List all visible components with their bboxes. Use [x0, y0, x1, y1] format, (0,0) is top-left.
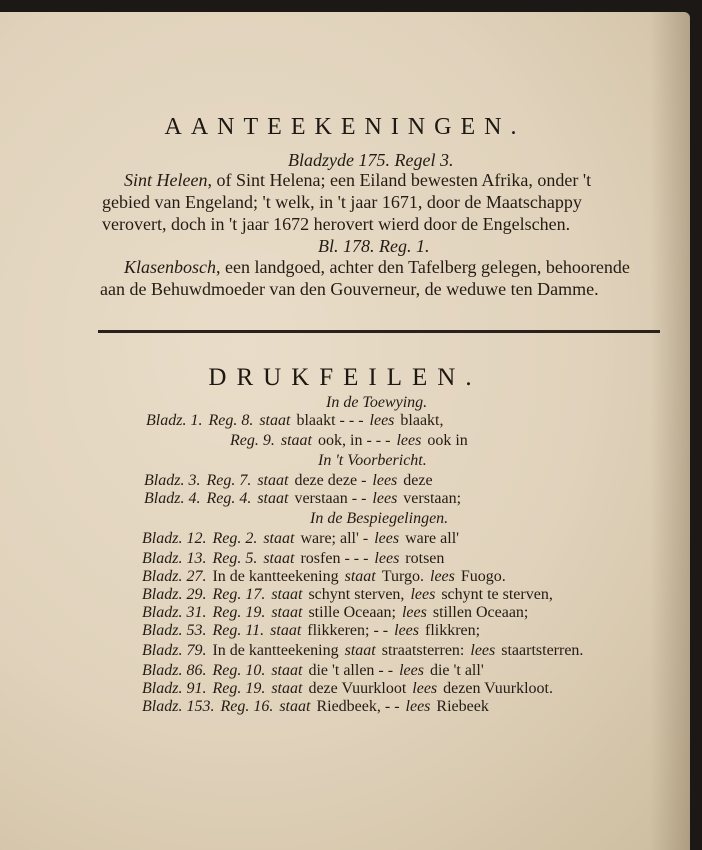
errata-line-ref: Reg. 7.	[206, 472, 252, 489]
errata-lees-word: lees	[405, 698, 431, 715]
errata-page-ref: Bladz. 13.	[142, 550, 207, 567]
errata-staat-word: staat	[279, 698, 311, 715]
errata-wrong-text: schynt sterven,	[308, 586, 405, 603]
errata-row	[144, 490, 467, 508]
note-1-line-2: gebied van Engeland; 't welk, in 't jaar 1671, door de Maatschappy	[102, 192, 582, 212]
errata-correct-text: ook in	[427, 432, 468, 449]
errata-row	[142, 662, 490, 680]
errata-staat-word: staat	[263, 530, 295, 547]
errata-wrong-text: ware; all' -	[300, 530, 369, 547]
errata-line-ref: In de kantteekening	[212, 642, 339, 659]
errata-lees-word: lees	[401, 604, 427, 621]
errata-wrong-text: deze deze -	[294, 472, 367, 489]
errata-page-ref: Bladz. 53.	[142, 622, 207, 639]
note-1-line-3: verovert, doch in 't jaar 1672 herovert wierd door de Engelschen.	[102, 214, 571, 234]
errata-correct-text: schynt te sterven,	[441, 586, 553, 603]
errata-lees-word: lees	[372, 472, 398, 489]
errata-correct-text: rotsen	[405, 550, 445, 567]
errata-line-ref: In de kantteekening	[212, 568, 339, 585]
errata-wrong-text: die 't allen - -	[308, 662, 394, 679]
errata-staat-word: staat	[257, 490, 289, 507]
errata-line-ref: Reg. 8.	[208, 412, 254, 429]
errata-page-ref: Bladz. 31.	[142, 604, 207, 621]
errata-row	[146, 432, 474, 450]
errata-staat-word: staat	[271, 662, 303, 679]
errata-row	[142, 642, 589, 660]
errata-page-ref: Bladz. 3.	[144, 472, 201, 489]
errata-section-voorbericht: In 't Voorbericht.	[318, 452, 427, 469]
errata-staat-word: staat	[344, 568, 376, 585]
errata-wrong-text: Riedbeek, - -	[316, 698, 400, 715]
errata-row	[142, 622, 486, 640]
errata-wrong-text: rosfen - - -	[300, 550, 369, 567]
errata-correct-text: flikkren;	[425, 622, 481, 639]
note-2-term: Klasenbosch	[124, 257, 216, 277]
errata-lees-word: lees	[410, 586, 436, 603]
errata-row	[142, 568, 512, 586]
errata-lees-word: lees	[430, 568, 455, 585]
errata-staat-word: staat	[263, 550, 295, 567]
errata-lees-word: lees	[374, 530, 400, 547]
note-2-line-1	[124, 257, 630, 278]
note-2-line-1-text: , een landgoed, achter den Tafelberg gelegen, behoorende	[216, 257, 630, 277]
errata-wrong-text: stille Oceaan;	[308, 604, 396, 621]
errata-lees-word: lees	[374, 550, 400, 567]
errata-wrong-text: deze Vuurkloot	[308, 680, 407, 697]
section-divider-rule	[98, 330, 660, 333]
errata-row	[142, 530, 465, 548]
errata-lees-word: lees	[372, 490, 398, 507]
errata-correct-text: staartsterren.	[501, 642, 584, 659]
errata-row	[142, 680, 559, 698]
notes-heading: AANTEEKENINGEN.	[164, 114, 526, 140]
errata-row	[142, 604, 534, 622]
errata-line-ref: Reg. 2.	[212, 530, 258, 547]
errata-wrong-text: flikkeren; - -	[307, 622, 389, 639]
errata-line-ref: Reg. 10.	[212, 662, 266, 679]
note-reference-2: Bl. 178. Reg. 1.	[318, 236, 430, 256]
errata-correct-text: stillen Oceaan;	[432, 604, 529, 621]
errata-line-ref: Reg. 4.	[206, 490, 252, 507]
errata-page-ref: Bladz. 91.	[142, 680, 207, 697]
errata-page-ref: Bladz. 1.	[146, 412, 203, 429]
errata-wrong-text: verstaan - -	[294, 490, 367, 507]
errata-row	[144, 472, 439, 490]
note-1-line-1	[124, 170, 591, 191]
errata-line-ref: Reg. 19.	[212, 604, 266, 621]
errata-line-ref: Reg. 11.	[212, 622, 265, 639]
errata-line-ref: Reg. 9.	[230, 432, 275, 449]
errata-wrong-text: Turgo.	[381, 568, 424, 585]
errata-lees-word: lees	[399, 662, 424, 679]
errata-correct-text: deze	[403, 472, 433, 489]
note-1-line-1-text: , of Sint Helena; een Eiland bewesten Afrika, onder 't	[207, 170, 592, 190]
errata-row	[142, 698, 495, 716]
errata-row	[142, 550, 450, 568]
errata-staat-word: staat	[344, 642, 376, 659]
errata-lees-word: lees	[412, 680, 438, 697]
errata-staat-word: staat	[270, 622, 302, 639]
errata-lees-word: lees	[470, 642, 496, 659]
errata-line-ref: Reg. 19.	[212, 680, 266, 697]
errata-staat-word: staat	[259, 412, 291, 429]
errata-staat-word: staat	[280, 432, 312, 449]
errata-correct-text: blaakt,	[400, 412, 444, 429]
note-2-line-2: aan de Behuwdmoeder van den Gouverneur, de weduwe ten Damme.	[100, 279, 599, 299]
errata-heading: DRUKFEILEN.	[208, 364, 482, 391]
book-page	[0, 12, 690, 850]
errata-correct-text: Fuogo.	[460, 568, 506, 585]
errata-staat-word: staat	[257, 472, 289, 489]
errata-line-ref: Reg. 17.	[212, 586, 266, 603]
errata-correct-text: die 't all'	[429, 662, 484, 679]
errata-correct-text: Riebeek	[436, 698, 489, 715]
errata-line-ref: Reg. 5.	[212, 550, 258, 567]
errata-staat-word: staat	[271, 680, 303, 697]
errata-wrong-text: blaakt - - -	[296, 412, 364, 429]
errata-correct-text: verstaan;	[403, 490, 462, 507]
errata-correct-text: ware all'	[405, 530, 460, 547]
errata-section-toewyding: In de Toewying.	[326, 394, 428, 411]
errata-page-ref: Bladz. 12.	[142, 530, 207, 547]
errata-row	[146, 412, 450, 430]
errata-lees-word: lees	[396, 432, 422, 449]
errata-page-ref: Bladz. 79.	[142, 642, 207, 659]
errata-staat-word: staat	[271, 604, 303, 621]
errata-row	[142, 586, 559, 604]
errata-page-ref: Bladz. 4.	[144, 490, 201, 507]
errata-line-ref: Reg. 16.	[220, 698, 274, 715]
errata-lees-word: lees	[394, 622, 419, 639]
note-reference-1: Bladzyde 175. Regel 3.	[288, 150, 454, 170]
errata-lees-word: lees	[369, 412, 395, 429]
errata-section-bespiegelingen: In de Bespiegelingen.	[310, 510, 449, 527]
errata-page-ref: Bladz. 86.	[142, 662, 207, 679]
errata-wrong-text: straatsterren:	[381, 642, 465, 659]
errata-page-ref: Bladz. 27.	[142, 568, 207, 585]
errata-staat-word: staat	[271, 586, 303, 603]
note-1-term: Sint Heleen	[124, 170, 208, 190]
errata-page-ref: Bladz. 29.	[142, 586, 207, 603]
errata-correct-text: dezen Vuurkloot.	[443, 680, 553, 697]
errata-page-ref: Bladz. 153.	[142, 698, 215, 715]
errata-wrong-text: ook, in - - -	[318, 432, 391, 449]
